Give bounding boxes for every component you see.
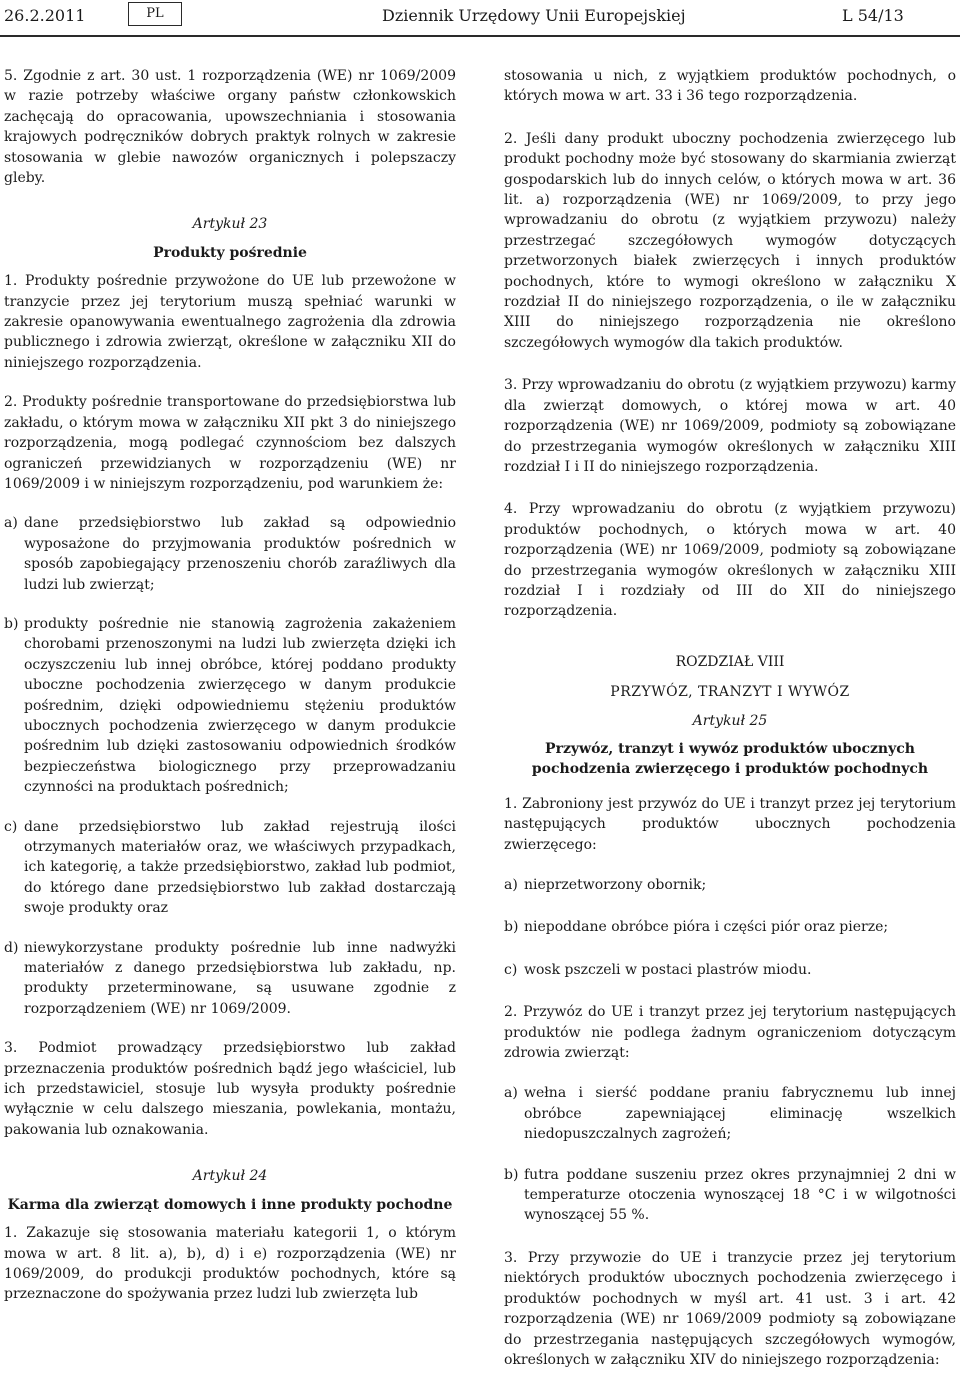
- page-header: [0, 0, 960, 42]
- list-item-label: b): [504, 919, 519, 936]
- list-item-text: niepoddane obróbce pióra i części piór oraz pierze;: [524, 919, 889, 936]
- chapter-title: PRZYWÓZ, TRANZYT I WYWÓZ: [610, 684, 850, 701]
- list-item-label: d): [4, 939, 19, 956]
- article-25-para-2: 2. Przywóz do UE i tranzyt przez jej terytorium następujących produktów nie podlega żadnym ograniczeniom dotyczącym zdrowia zwierząt:: [504, 1004, 956, 1062]
- list-item-text: nieprzetworzony obornik;: [524, 877, 707, 893]
- article-25-para-1: 1. Zabroniony jest przywóz do UE i tranzyt przez jej terytorium następujących produktów ubocznych pochodzenia zwierzęcego:: [504, 795, 956, 853]
- article-25-para-3: 3. Przy przywozie do UE i tranzycie przez jej terytorium niektórych produktów ubocznych pochodzenia zwierzęcego i produktów pochodnych w myśl art. 41 ust. 3 i art. 42 rozporządzenia (WE) nr 1069/2009 podmioty są zobowiązane do przestrzegania następujących szczegółowych wymogów, określonych w załączniku XIV do niniejszego rozporządzenia:: [504, 1249, 956, 1368]
- article-25-heading: Artykuł 25: [692, 712, 768, 729]
- article-23-para-1: 1. Produkty pośrednie przywożone do UE lub przewożone w tranzycie przez jej terytorium muszą spełniać warunki w zakresie opanowywania ewentualnego zagrożenia dla zdrowia publicznego i zdrowia zwierząt, określone w załączniku XII do niniejszego rozporządzenia.: [4, 273, 456, 371]
- list-item: [504, 1083, 956, 1144]
- article-23-para-2: 2. Produkty pośrednie transportowane do przedsiębiorstwa lub zakładu, o którym mowa w załączniku XII pkt 3 do niniejszego rozporządzenia, mogą podlegać czynnościom bez dalszych ograniczeń przewidzianych w rozporządzeniu (WE) nr 1069/2009 i w niniejszym rozporządzeniu, pod warunkiem że:: [4, 394, 456, 492]
- list-item-label: c): [4, 818, 18, 835]
- article-24-para-1: 1. Zakazuje się stosowania materiału kategorii 1, o którym mowa w art. 8 lit. a), b), d) i e) rozporządzenia (WE) nr 1069/2009, do produkcji produktów pochodnych, które są przeznaczone do spożywania przez ludzi lub zwierzęta lub: [4, 1225, 456, 1303]
- list-item-text: wosk pszczeli w postaci plastrów miodu.: [524, 961, 812, 978]
- list-item: [504, 960, 956, 980]
- article-24-heading: Artykuł 24: [192, 1168, 268, 1185]
- list-item-text: futra poddane suszeniu przez okres przynajmniej 2 dni w temperaturze otoczenia wynoszącej 18 °C i w wilgotności wynoszącej 55 %.: [524, 1166, 956, 1224]
- article-24-para-4: 4. Przy wprowadzaniu do obrotu (z wyjątkiem przywozu) produktów pochodnych, o których mowa w art. 40 rozporządzenia (WE) nr 1069/2009, podmioty są zobowiązane do przestrzegania wymogów określonych w załączniku XIII rozdział I i rozdziały od III do XII do niniejszego rozporządzenia.: [504, 501, 956, 620]
- list-item: [4, 817, 456, 919]
- continued-paragraph: stosowania u nich, z wyjątkiem produktów pochodnych, o których mowa w art. 33 i 36 tego rozporządzenia.: [504, 68, 956, 105]
- paragraph-5: 5. Zgodnie z art. 30 ust. 1 rozporządzenia (WE) nr 1069/2009 w razie potrzeby właściwe organy państw członkowskich zachęcają do opracowania, upowszechniania i stosowania krajowych podręczników dobrych praktyk rolnych w zakresie stosowania w glebie nawozów organicznych i polepszaczy gleby.: [4, 68, 456, 187]
- page-number: L 54/13: [842, 6, 904, 25]
- list-item: [4, 614, 456, 798]
- list-item: [4, 938, 456, 1020]
- list-item-label: c): [504, 961, 518, 978]
- language-box: PL: [128, 2, 182, 26]
- article-23-title: Produkty pośrednie: [153, 244, 307, 261]
- journal-title: Dziennik Urzędowy Unii Europejskiej: [382, 6, 686, 25]
- list-item-label: a): [504, 1085, 518, 1102]
- right-column: [504, 66, 956, 1370]
- article-25-title: Przywóz, tranzyt i wywóz produktów ubocznych pochodzenia zwierzęcego i produktów pochodnych: [531, 740, 929, 778]
- header-rule: [0, 35, 960, 37]
- list-item: [4, 513, 456, 595]
- chapter-number: ROZDZIAŁ VIII: [675, 653, 785, 670]
- article-24-title: Karma dla zwierząt domowych i inne produkty pochodne: [7, 1196, 453, 1213]
- article-23-para-3: 3. Podmiot prowadzący przedsiębiorstwo lub zakład przeznaczenia produktów pośrednich bądź jego właściciel, lub ich przedstawiciel, stosuje lub wysyła produkty pośrednie wyłącznie w celu dalszego mieszania, powlekania, montażu, pakowania lub oznakowania.: [4, 1040, 456, 1138]
- list-item-text: wełna i sierść poddane praniu fabrycznemu lub innej obróbce zapewniającej eliminację wszelkich niedopuszczalnych zagrożeń;: [524, 1085, 956, 1143]
- header-date: 26.2.2011: [4, 6, 86, 25]
- list-item-text: produkty pośrednie nie stanowią zagrożenia zakażeniem chorobami przenoszonymi na ludzi lub zwierzęta dzięki ich oczyszczeniu lub innej obróbce, której poddano produkty uboczne pochodzenia zwierzęcego w danym produkcie pośrednim, dzięki odpowiedniemu stężeniu produktów ubocznych pochodzenia zwierzęcego w danym produkcie pośrednim lub dzięki zastosowaniu odpowiednich środków bezpieczeństwa biologicznego przy przeprowadzaniu czynności na produktach pośrednich;: [24, 615, 456, 796]
- list-item: [504, 1165, 956, 1226]
- list-item-label: b): [4, 615, 19, 632]
- list-item: [504, 917, 956, 937]
- left-column: [4, 66, 456, 1305]
- article-24-para-2: 2. Jeśli dany produkt uboczny pochodzenia zwierzęcego lub produkt pochodny może być stosowany do skarmiania zwierząt gospodarskich lub do innych celów, o których mowa w art. 36 lit. a) rozporządzenia (WE) nr 1069/2009, to przy jego wprowadzaniu do obrotu (z wyjątkiem przywozu) należy przestrzegać szczegółowych wymogów dotyczących przetworzonych białek zwierzęcych i innych produktów pochodnych, które to wymogi określono w załączniku X rozdział II do niniejszego rozporządzenia, o ile w załączniku XIII do niniejszego rozporządzenia nie określono szczegółowych wymogów dla takich produktów.: [504, 130, 956, 351]
- list-item-text: dane przedsiębiorstwo lub zakład rejestrują ilości otrzymanych materiałów oraz, we właściwych przypadkach, ich kategorię, a także przedsiębiorstwo, zakład lub podmiot, do którego dane przedsiębiorstwo lub zakład dostarczają swoje produkty oraz: [24, 818, 456, 917]
- list-item-label: a): [4, 515, 18, 532]
- list-item-label: a): [504, 877, 518, 893]
- article-23-heading: Artykuł 23: [192, 216, 268, 233]
- list-item: [504, 875, 956, 895]
- list-item-label: b): [504, 1166, 519, 1183]
- article-24-para-3: 3. Przy wprowadzaniu do obrotu (z wyjątkiem przywozu) karmy dla zwierząt domowych, o której mowa w art. 40 rozporządzenia (WE) nr 1069/2009, podmioty są zobowiązane do przestrzegania wymogów określonych w załączniku XIII rozdział I i II do niniejszego rozporządzenia.: [504, 377, 956, 475]
- list-item-text: dane przedsiębiorstwo lub zakład są odpowiednio wyposażone do przyjmowania produktów pośrednich w sposób zapobiegający przenoszeniu chorób zaraźliwych dla ludzi lub zwierząt;: [24, 515, 456, 593]
- list-item-text: niewykorzystane produkty pośrednie lub inne nadwyżki materiałów z danego przedsiębiorstwa lub zakładu, np. produkty przeterminowane, są usuwane zgodnie z rozporządzeniem (WE) nr 1069/2009.: [24, 939, 456, 1017]
